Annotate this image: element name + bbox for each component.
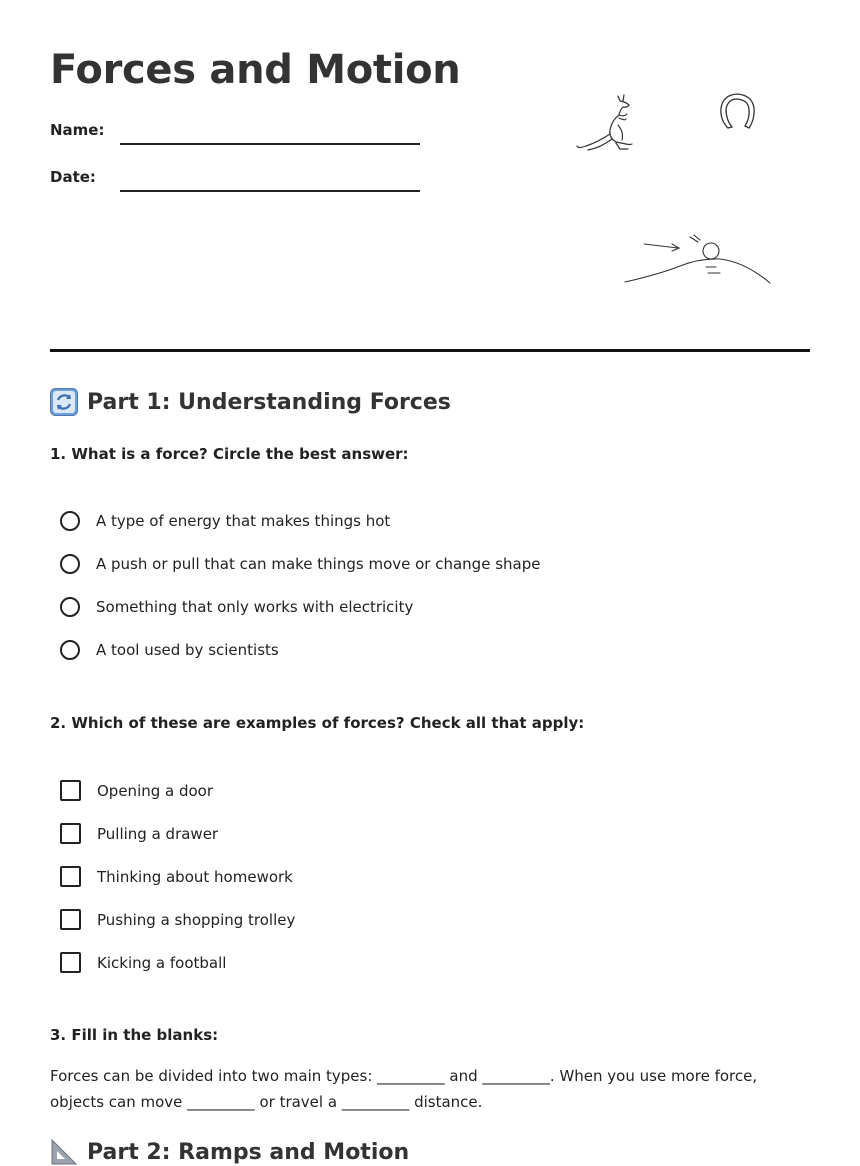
q1-option[interactable] xyxy=(60,597,413,617)
kangaroo-icon xyxy=(572,92,642,154)
name-label: Name: xyxy=(50,121,105,139)
q2-option-label: Pulling a drawer xyxy=(97,824,219,843)
q1-option-label: A type of energy that makes things hot xyxy=(96,512,391,530)
q2-option[interactable] xyxy=(60,952,226,973)
part1-heading xyxy=(50,388,451,416)
q2-option[interactable] xyxy=(60,823,218,844)
q2-option[interactable] xyxy=(60,780,213,801)
part2-heading xyxy=(50,1138,409,1166)
radio-circle[interactable] xyxy=(60,597,80,617)
checkbox[interactable] xyxy=(60,780,81,801)
question-3: 3. Fill in the blanks: xyxy=(50,1026,219,1044)
part2-title: Part 2: Ramps and Motion xyxy=(87,1139,410,1165)
question-2: 2. Which of these are examples of forces? Check all that apply: xyxy=(50,714,585,732)
q2-option-label: Opening a door xyxy=(97,781,214,800)
triangle-ruler-icon xyxy=(50,1138,78,1166)
refresh-icon xyxy=(50,388,78,416)
q2-option-label: Pushing a shopping trolley xyxy=(97,910,296,929)
q2-option-label: Kicking a football xyxy=(97,953,227,972)
date-label: Date: xyxy=(50,168,96,186)
checkbox[interactable] xyxy=(60,909,81,930)
radio-circle[interactable] xyxy=(60,640,80,660)
checkbox[interactable] xyxy=(60,952,81,973)
q2-option[interactable] xyxy=(60,866,293,887)
name-field[interactable] xyxy=(120,143,420,145)
horseshoe-magnet-icon xyxy=(716,90,760,134)
q1-option-label: A tool used by scientists xyxy=(96,641,279,659)
radio-circle[interactable] xyxy=(60,511,80,531)
fill-in-blanks-text: Forces can be divided into two main types: _________ and _________. When you use more force, objects can move _________ or travel a _________ distance. xyxy=(50,1067,758,1111)
radio-circle[interactable] xyxy=(60,554,80,574)
q2-option[interactable] xyxy=(60,909,295,930)
date-field[interactable] xyxy=(120,190,420,192)
checkbox[interactable] xyxy=(60,866,81,887)
checkbox[interactable] xyxy=(60,823,81,844)
page-title: Forces and Motion xyxy=(50,47,461,93)
part1-title: Part 1: Understanding Forces xyxy=(87,389,451,415)
header-divider xyxy=(50,349,810,352)
q1-option-label: A push or pull that can make things move or change shape xyxy=(96,555,541,573)
q1-option[interactable] xyxy=(60,511,390,531)
q1-option[interactable] xyxy=(60,640,279,660)
question-1: 1. What is a force? Circle the best answer: xyxy=(50,445,409,463)
q1-option[interactable] xyxy=(60,554,540,574)
ball-on-hill-icon xyxy=(620,232,774,288)
q2-option-label: Thinking about homework xyxy=(97,867,293,886)
q1-option-label: Something that only works with electricity xyxy=(96,598,414,616)
